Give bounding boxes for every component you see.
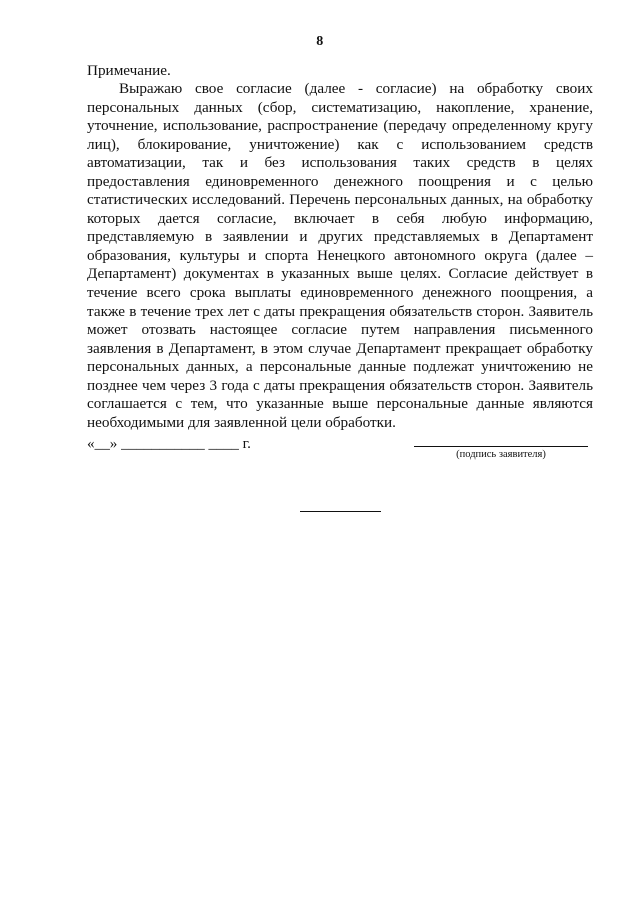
end-of-document-rule	[300, 511, 381, 512]
note-heading: Примечание.	[87, 62, 171, 79]
consent-paragraph: Выражаю свое согласие (далее - согласие) на обработку своих персональных данных (сбор, систематизацию, накопление, хранение, уточнение, использование, распространение (передачу определенному кругу лиц), блокирование, уничтожение) как с использованием средств автоматизации, так и без использования таких средств в целях предоставления единовременного денежного поощрения и с целью статистических исследований. Перечень персональных данных, на обработку которых дается согласие, включает в себя любую информацию, представляемую в заявлении и других представляемых в Департамент образования, культуры и спорта Ненецкого автономного округа (далее – Департамент) документах в указанных выше целях. Согласие действует в течение всего срока выплаты единовременного денежного поощрения, а также в течение трех лет с даты прекращения обязательств сторон. Заявитель может отозвать настоящее согласие путем направления письменного заявления в Департамент, в этом случае Департамент прекращает обработку персональных данных, а персональные данные подлежат уничтожению не позднее чем через 3 года с даты прекращения обязательств сторон. Заявитель соглашается с тем, что указанные выше персональные данные являются необходимыми для заявленной цели обработки.	[87, 80, 593, 431]
date-field: «__» ___________ ____ г.	[87, 435, 251, 452]
signature-caption: (подпись заявителя)	[456, 449, 546, 460]
page-number: 8	[316, 34, 324, 49]
signature-line	[414, 446, 588, 447]
